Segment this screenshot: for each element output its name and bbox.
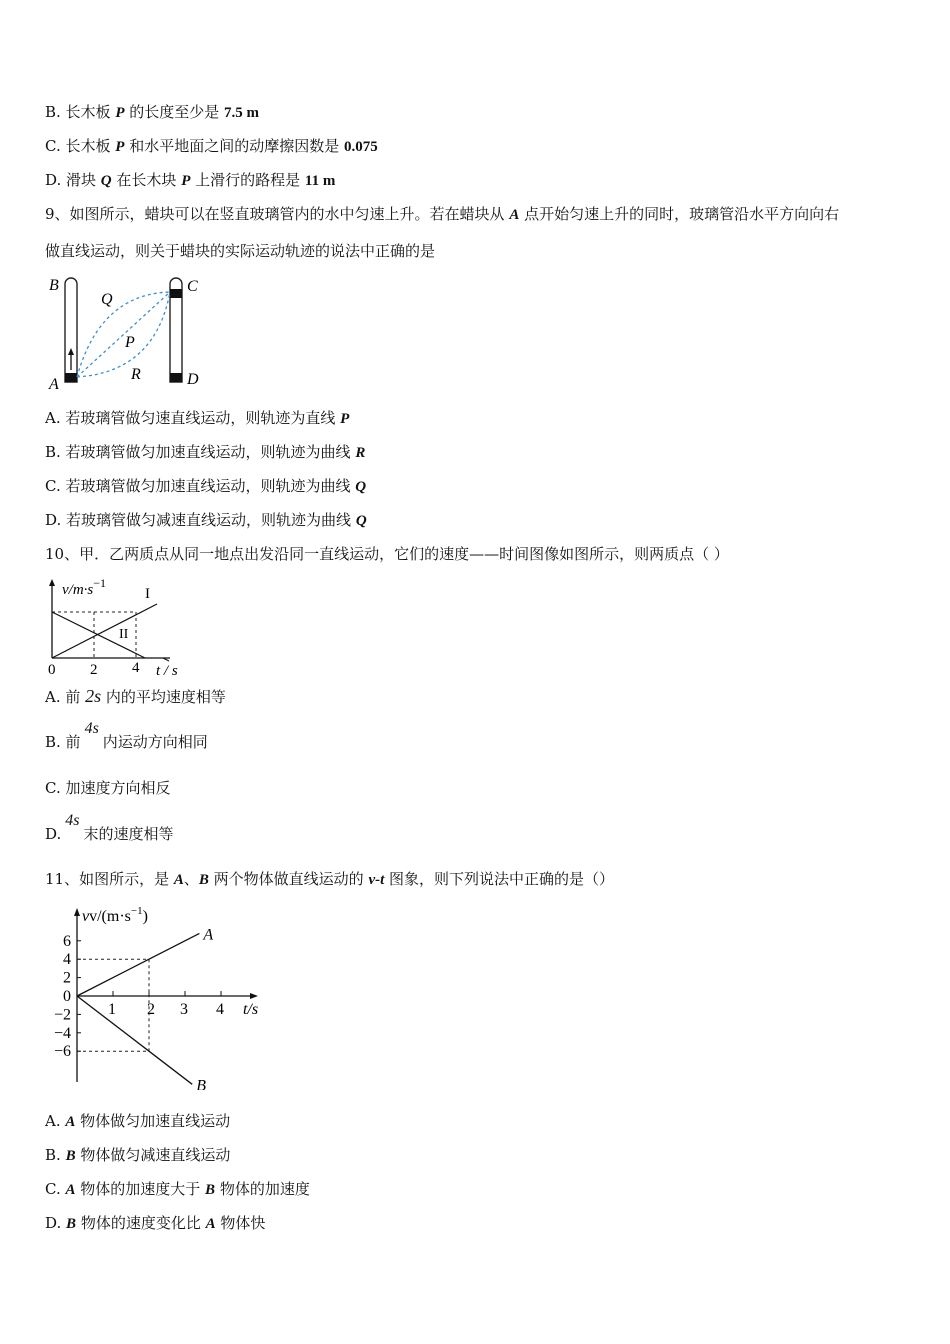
option-text: 在长木块	[111, 171, 182, 189]
variable: P	[340, 411, 350, 427]
option-text: B.	[45, 1146, 66, 1164]
option-text: C. 若玻璃管做匀加速直线运动，则轨迹为曲线	[45, 477, 356, 495]
y-tick-label: −4	[53, 1024, 71, 1042]
y-axis-arrow-icon	[74, 908, 80, 916]
math: 4s	[65, 812, 80, 829]
option-text: B. 若玻璃管做匀加速直线运动，则轨迹为曲线	[45, 443, 356, 461]
variable: P	[181, 173, 191, 189]
q11-option-a	[45, 1111, 230, 1132]
y-tick-label: 2	[63, 969, 71, 987]
q8-option-d	[45, 170, 335, 191]
line-i	[52, 604, 157, 658]
option-text: 上滑行的路程是	[190, 171, 305, 189]
variable: A	[509, 207, 520, 223]
math: 2s	[85, 686, 102, 706]
line-ii-label: II	[119, 627, 129, 642]
tick-2: 2	[90, 662, 98, 678]
q10-option-b	[45, 720, 208, 753]
q11-vt-chart	[45, 900, 275, 1090]
option-text: 物体做匀加速直线运动	[75, 1112, 231, 1130]
option-text: D. 若玻璃管做匀减速直线运动，则轨迹为曲线	[45, 511, 356, 529]
value: 7.5 m	[224, 105, 260, 121]
label-b: B	[49, 277, 59, 294]
q10-option-d	[45, 812, 174, 845]
q10-stem: 10、甲．乙两质点从同一地点出发沿同一直线运动，它们的速度——时间图像如图所示，则两质点（ ）	[45, 545, 729, 563]
y-axis-label: $vv/(m\cdot s^{-1})$	[82, 905, 148, 925]
option-text: 末的速度相等	[83, 825, 174, 843]
y-tick-label: 0	[63, 988, 71, 1005]
variable: B	[198, 872, 209, 888]
variable: B	[66, 1216, 77, 1232]
math: 4s	[84, 720, 99, 737]
option-text: A. 前	[45, 688, 86, 706]
variable: P	[115, 105, 125, 121]
q11-option-c	[45, 1179, 310, 1200]
q9-option-b	[45, 442, 365, 463]
variable: R	[355, 445, 366, 461]
q8-option-c	[45, 136, 378, 157]
option-text: 的长度至少是	[124, 103, 225, 121]
value: 0.075	[343, 139, 378, 155]
wax-block-a	[65, 373, 77, 382]
label-q: Q	[101, 291, 113, 308]
arrow-head-icon	[68, 348, 74, 355]
option-text: D.	[45, 1214, 67, 1232]
label-d: D	[187, 371, 199, 388]
label-p: P	[125, 334, 135, 351]
variable: A	[173, 872, 184, 888]
option-text: D. 滑块	[45, 171, 101, 189]
y-tick-label: 4	[63, 951, 71, 969]
variable: A	[65, 1114, 76, 1130]
option-text: 物体做匀减速直线运动	[75, 1146, 231, 1164]
q9-option-d	[45, 510, 367, 531]
variable: A	[65, 1182, 76, 1198]
wax-block-d	[170, 373, 182, 382]
variable: v-t	[368, 872, 385, 888]
q9-option-a	[45, 408, 349, 429]
q9-tube-figure	[45, 272, 225, 397]
wax-block-c	[170, 289, 182, 298]
variable: A	[205, 1216, 216, 1232]
y-axis-label: $v/m\cdot s^{-1}$	[62, 576, 107, 598]
stem-text: 、	[183, 870, 199, 888]
option-text: A. 若玻璃管做匀速直线运动，则轨迹为直线	[45, 409, 341, 427]
value: 11 m	[304, 173, 336, 189]
stem-text: 11、如图所示，是	[45, 870, 174, 888]
q10-option-c: C. 加速度方向相反	[45, 779, 171, 797]
y-tick-label: −6	[53, 1043, 71, 1061]
q11-stem	[45, 869, 614, 890]
q11-option-d	[45, 1213, 265, 1234]
q10-option-a	[45, 686, 226, 707]
variable: Q	[355, 513, 367, 529]
q8-option-b	[45, 102, 259, 123]
option-text: 内运动方向相同	[102, 733, 208, 751]
x-axis-arrow-icon	[250, 993, 258, 999]
option-text: A.	[45, 1112, 66, 1130]
x-tick-label: 2	[147, 1001, 155, 1018]
y-tick-label: 6	[63, 932, 71, 950]
option-text: C. 长木板	[45, 137, 116, 155]
option-text: 物体的速度变化比	[76, 1214, 206, 1232]
x-tick-label: 4	[216, 1001, 224, 1018]
stem-text: 图象，则下列说法中正确的是（）	[384, 870, 615, 888]
x-tick-label: 1	[108, 1001, 116, 1018]
q11-option-b	[45, 1145, 230, 1166]
stem-text: 点开始匀速上升的同时，玻璃管沿水平方向向右	[519, 205, 840, 223]
stem-text: 两个物体做直线运动的	[208, 870, 369, 888]
option-text: D.	[45, 825, 62, 843]
q9-stem-line1	[45, 204, 839, 225]
option-text: 和水平地面之间的动摩擦因数是	[124, 137, 344, 155]
variable: Q	[100, 173, 112, 189]
variable: Q	[355, 479, 367, 495]
option-text: C.	[45, 1180, 66, 1198]
variable: B	[65, 1148, 76, 1164]
label-r: R	[131, 366, 141, 383]
series-label-a: A	[203, 926, 214, 944]
series-label-b: B	[196, 1077, 206, 1090]
x-axis-label: t/s	[243, 1001, 259, 1018]
series-line-b	[77, 996, 192, 1084]
tick-4: 4	[132, 660, 140, 676]
x-axis-label: t / s	[156, 663, 178, 679]
series-line-a	[77, 933, 199, 996]
y-axis-arrow-icon	[49, 579, 55, 586]
label-c: C	[187, 278, 198, 295]
line-i-label: I	[145, 586, 150, 602]
x-tick-label: 3	[180, 1001, 188, 1018]
option-text: B. 前	[45, 733, 81, 751]
q10-vt-figure	[45, 574, 195, 680]
label-a: A	[49, 376, 59, 393]
option-text: 物体的加速度大于	[75, 1180, 206, 1198]
variable: B	[205, 1182, 216, 1198]
q9-stem-line2: 做直线运动，则关于蜡块的实际运动轨迹的说法中正确的是	[45, 242, 436, 260]
q9-option-c	[45, 476, 366, 497]
y-tick-label: −2	[53, 1006, 71, 1024]
stem-text: 9、如图所示，蜡块可以在竖直玻璃管内的水中匀速上升。若在蜡块从	[45, 205, 510, 223]
option-text: B. 长木板	[45, 103, 116, 121]
option-text: 内的平均速度相等	[101, 688, 226, 706]
option-text: 物体快	[215, 1214, 266, 1232]
tick-0: 0	[48, 662, 56, 678]
option-text: 物体的加速度	[215, 1180, 310, 1198]
variable: P	[115, 139, 125, 155]
